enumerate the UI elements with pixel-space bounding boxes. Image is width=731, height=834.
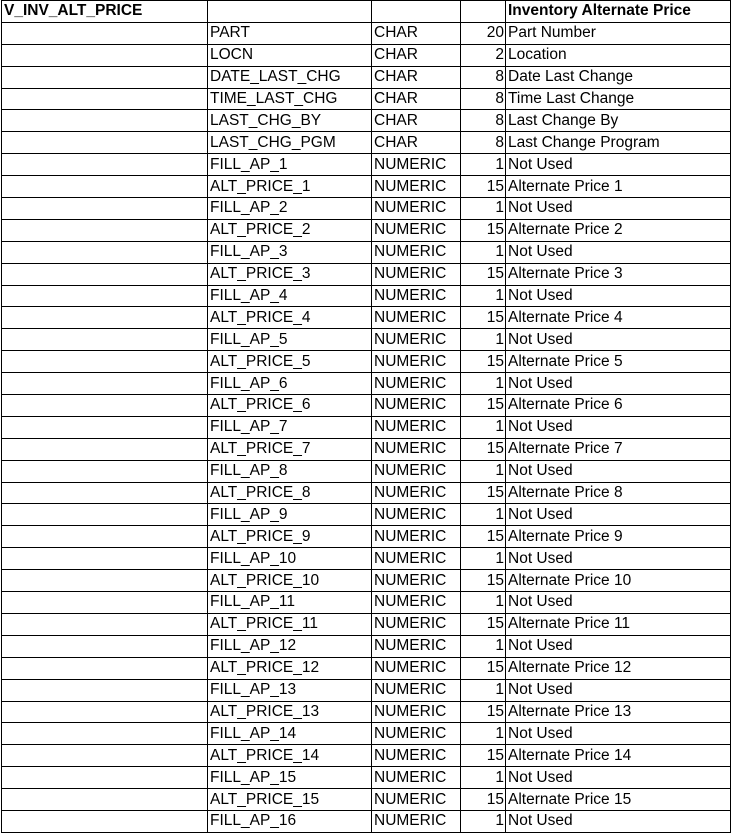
data-type-cell[interactable]: NUMERIC <box>372 570 461 592</box>
table-row <box>2 438 731 460</box>
length-cell[interactable]: 1 <box>461 504 506 526</box>
table-row <box>2 44 731 66</box>
field-name-cell[interactable]: FILL_AP_3 <box>208 241 372 263</box>
table-row <box>2 789 731 811</box>
data-type-cell[interactable]: NUMERIC <box>372 723 461 745</box>
blank-cell[interactable] <box>2 570 208 592</box>
data-type-cell[interactable]: NUMERIC <box>372 526 461 548</box>
table-row <box>2 351 731 373</box>
description-cell[interactable]: Not Used <box>506 460 731 482</box>
data-type-cell[interactable]: NUMERIC <box>372 810 461 832</box>
blank-cell[interactable] <box>2 526 208 548</box>
table-row <box>2 592 731 614</box>
description-cell[interactable]: Alternate Price 12 <box>506 657 731 679</box>
description-cell[interactable]: Not Used <box>506 767 731 789</box>
table-body <box>2 1 731 833</box>
description-cell[interactable]: Not Used <box>506 592 731 614</box>
description-cell[interactable]: Alternate Price 11 <box>506 613 731 635</box>
table-row <box>2 395 731 417</box>
field-name-cell[interactable]: LAST_CHG_PGM <box>208 132 372 154</box>
blank-cell[interactable] <box>2 548 208 570</box>
blank-cell[interactable] <box>2 263 208 285</box>
field-definition-table <box>1 0 731 833</box>
length-cell[interactable]: 1 <box>461 548 506 570</box>
blank-cell[interactable] <box>2 701 208 723</box>
blank-cell[interactable] <box>2 438 208 460</box>
field-name-cell[interactable]: ALT_PRICE_8 <box>208 482 372 504</box>
blank-cell[interactable] <box>2 504 208 526</box>
data-type-cell[interactable]: NUMERIC <box>372 504 461 526</box>
table-row <box>2 767 731 789</box>
description-cell[interactable]: Alternate Price 15 <box>506 789 731 811</box>
field-name-cell[interactable]: ALT_PRICE_5 <box>208 351 372 373</box>
data-type-cell[interactable]: NUMERIC <box>372 701 461 723</box>
length-cell[interactable]: 1 <box>461 767 506 789</box>
description-cell[interactable]: Not Used <box>506 241 731 263</box>
length-cell[interactable]: 15 <box>461 570 506 592</box>
data-type-cell[interactable]: NUMERIC <box>372 219 461 241</box>
blank-cell[interactable] <box>2 592 208 614</box>
data-type-cell[interactable]: NUMERIC <box>372 789 461 811</box>
header-blank-cell[interactable] <box>461 1 506 23</box>
description-cell[interactable]: Alternate Price 5 <box>506 351 731 373</box>
field-name-cell[interactable]: FILL_AP_15 <box>208 767 372 789</box>
description-cell[interactable]: Not Used <box>506 154 731 176</box>
description-cell[interactable]: Not Used <box>506 635 731 657</box>
description-cell[interactable]: Alternate Price 7 <box>506 438 731 460</box>
blank-cell[interactable] <box>2 789 208 811</box>
length-cell[interactable]: 20 <box>461 22 506 44</box>
table-row <box>2 745 731 767</box>
table-row <box>2 548 731 570</box>
blank-cell[interactable] <box>2 66 208 88</box>
field-name-cell[interactable]: FILL_AP_14 <box>208 723 372 745</box>
length-cell[interactable]: 1 <box>461 635 506 657</box>
blank-cell[interactable] <box>2 395 208 417</box>
table-row <box>2 810 731 832</box>
field-name-cell[interactable]: ALT_PRICE_15 <box>208 789 372 811</box>
table-row <box>2 66 731 88</box>
data-type-cell[interactable]: NUMERIC <box>372 198 461 220</box>
data-type-cell[interactable]: CHAR <box>372 44 461 66</box>
field-name-cell[interactable]: ALT_PRICE_6 <box>208 395 372 417</box>
length-cell[interactable]: 1 <box>461 592 506 614</box>
field-name-cell[interactable]: FILL_AP_11 <box>208 592 372 614</box>
header-row <box>2 1 731 23</box>
table-row <box>2 460 731 482</box>
length-cell[interactable]: 1 <box>461 679 506 701</box>
field-name-cell[interactable]: ALT_PRICE_13 <box>208 701 372 723</box>
data-type-cell[interactable]: NUMERIC <box>372 460 461 482</box>
field-name-cell[interactable]: ALT_PRICE_10 <box>208 570 372 592</box>
blank-cell[interactable] <box>2 635 208 657</box>
field-name-cell[interactable]: FILL_AP_5 <box>208 329 372 351</box>
data-type-cell[interactable]: NUMERIC <box>372 592 461 614</box>
blank-cell[interactable] <box>2 44 208 66</box>
data-type-cell[interactable]: NUMERIC <box>372 745 461 767</box>
table-row <box>2 285 731 307</box>
blank-cell[interactable] <box>2 307 208 329</box>
data-type-cell[interactable]: NUMERIC <box>372 613 461 635</box>
blank-cell[interactable] <box>2 285 208 307</box>
table-row <box>2 613 731 635</box>
length-cell[interactable]: 15 <box>461 395 506 417</box>
data-type-cell[interactable]: NUMERIC <box>372 263 461 285</box>
description-cell[interactable]: Alternate Price 10 <box>506 570 731 592</box>
table-row <box>2 110 731 132</box>
blank-cell[interactable] <box>2 723 208 745</box>
description-cell[interactable]: Alternate Price 1 <box>506 176 731 198</box>
field-name-cell[interactable]: ALT_PRICE_4 <box>208 307 372 329</box>
header-blank-cell[interactable] <box>208 1 372 23</box>
length-cell[interactable]: 1 <box>461 416 506 438</box>
length-cell[interactable]: 1 <box>461 373 506 395</box>
length-cell[interactable]: 15 <box>461 263 506 285</box>
field-name-cell[interactable]: ALT_PRICE_12 <box>208 657 372 679</box>
table-row <box>2 132 731 154</box>
data-type-cell[interactable]: NUMERIC <box>372 329 461 351</box>
length-cell[interactable]: 1 <box>461 460 506 482</box>
table-row <box>2 22 731 44</box>
header-blank-cell[interactable] <box>372 1 461 23</box>
table-row <box>2 329 731 351</box>
field-name-cell[interactable]: ALT_PRICE_3 <box>208 263 372 285</box>
length-cell[interactable]: 1 <box>461 241 506 263</box>
data-type-cell[interactable]: NUMERIC <box>372 373 461 395</box>
description-cell[interactable]: Part Number <box>506 22 731 44</box>
description-cell[interactable]: Not Used <box>506 198 731 220</box>
field-name-cell[interactable]: FILL_AP_16 <box>208 810 372 832</box>
table-row <box>2 526 731 548</box>
data-type-cell[interactable]: NUMERIC <box>372 767 461 789</box>
table-row <box>2 701 731 723</box>
table-row <box>2 88 731 110</box>
length-cell[interactable]: 15 <box>461 307 506 329</box>
table-row <box>2 176 731 198</box>
blank-cell[interactable] <box>2 88 208 110</box>
field-name-cell[interactable]: ALT_PRICE_7 <box>208 438 372 460</box>
description-cell[interactable]: Not Used <box>506 416 731 438</box>
field-name-cell[interactable]: FILL_AP_7 <box>208 416 372 438</box>
blank-cell[interactable] <box>2 373 208 395</box>
data-type-cell[interactable]: CHAR <box>372 132 461 154</box>
field-name-cell[interactable]: ALT_PRICE_14 <box>208 745 372 767</box>
field-name-cell[interactable]: LOCN <box>208 44 372 66</box>
data-type-cell[interactable]: NUMERIC <box>372 657 461 679</box>
table-row <box>2 657 731 679</box>
field-name-cell[interactable]: FILL_AP_9 <box>208 504 372 526</box>
length-cell[interactable]: 8 <box>461 110 506 132</box>
blank-cell[interactable] <box>2 351 208 373</box>
field-name-cell[interactable]: FILL_AP_8 <box>208 460 372 482</box>
data-type-cell[interactable]: NUMERIC <box>372 679 461 701</box>
blank-cell[interactable] <box>2 198 208 220</box>
view-name-cell[interactable]: V_INV_ALT_PRICE <box>2 1 208 23</box>
data-type-cell[interactable]: NUMERIC <box>372 635 461 657</box>
length-cell[interactable]: 15 <box>461 789 506 811</box>
data-type-cell[interactable]: NUMERIC <box>372 351 461 373</box>
field-name-cell[interactable]: DATE_LAST_CHG <box>208 66 372 88</box>
data-type-cell[interactable]: NUMERIC <box>372 285 461 307</box>
description-cell[interactable]: Alternate Price 14 <box>506 745 731 767</box>
description-cell[interactable]: Not Used <box>506 285 731 307</box>
length-cell[interactable]: 15 <box>461 176 506 198</box>
blank-cell[interactable] <box>2 657 208 679</box>
length-cell[interactable]: 15 <box>461 526 506 548</box>
blank-cell[interactable] <box>2 767 208 789</box>
description-cell[interactable]: Time Last Change <box>506 88 731 110</box>
data-type-cell[interactable]: NUMERIC <box>372 241 461 263</box>
description-cell[interactable]: Last Change Program <box>506 132 731 154</box>
field-name-cell[interactable]: FILL_AP_1 <box>208 154 372 176</box>
description-cell[interactable]: Location <box>506 44 731 66</box>
field-name-cell[interactable]: FILL_AP_4 <box>208 285 372 307</box>
length-cell[interactable]: 8 <box>461 132 506 154</box>
blank-cell[interactable] <box>2 679 208 701</box>
table-row <box>2 198 731 220</box>
description-cell[interactable]: Alternate Price 3 <box>506 263 731 285</box>
table-row <box>2 263 731 285</box>
data-type-cell[interactable]: NUMERIC <box>372 154 461 176</box>
blank-cell[interactable] <box>2 416 208 438</box>
table-row <box>2 679 731 701</box>
field-name-cell[interactable]: TIME_LAST_CHG <box>208 88 372 110</box>
blank-cell[interactable] <box>2 110 208 132</box>
blank-cell[interactable] <box>2 22 208 44</box>
length-cell[interactable]: 1 <box>461 329 506 351</box>
blank-cell[interactable] <box>2 241 208 263</box>
table-row <box>2 373 731 395</box>
description-cell[interactable]: Last Change By <box>506 110 731 132</box>
length-cell[interactable]: 15 <box>461 351 506 373</box>
table-row <box>2 307 731 329</box>
data-type-cell[interactable]: CHAR <box>372 22 461 44</box>
blank-cell[interactable] <box>2 154 208 176</box>
field-name-cell[interactable]: ALT_PRICE_2 <box>208 219 372 241</box>
data-type-cell[interactable]: CHAR <box>372 110 461 132</box>
field-name-cell[interactable]: FILL_AP_13 <box>208 679 372 701</box>
data-type-cell[interactable]: NUMERIC <box>372 548 461 570</box>
blank-cell[interactable] <box>2 810 208 832</box>
data-type-cell[interactable]: NUMERIC <box>372 176 461 198</box>
blank-cell[interactable] <box>2 176 208 198</box>
blank-cell[interactable] <box>2 482 208 504</box>
length-cell[interactable]: 1 <box>461 723 506 745</box>
field-name-cell[interactable]: ALT_PRICE_11 <box>208 613 372 635</box>
length-cell[interactable]: 2 <box>461 44 506 66</box>
table-row <box>2 416 731 438</box>
data-type-cell[interactable]: CHAR <box>372 66 461 88</box>
length-cell[interactable]: 1 <box>461 285 506 307</box>
blank-cell[interactable] <box>2 613 208 635</box>
length-cell[interactable]: 8 <box>461 88 506 110</box>
table-row <box>2 219 731 241</box>
length-cell[interactable]: 15 <box>461 657 506 679</box>
table-row <box>2 635 731 657</box>
length-cell[interactable]: 1 <box>461 154 506 176</box>
length-cell[interactable]: 1 <box>461 198 506 220</box>
field-name-cell[interactable]: ALT_PRICE_9 <box>208 526 372 548</box>
field-name-cell[interactable]: FILL_AP_12 <box>208 635 372 657</box>
field-name-cell[interactable]: LAST_CHG_BY <box>208 110 372 132</box>
data-type-cell[interactable]: NUMERIC <box>372 395 461 417</box>
data-type-cell[interactable]: NUMERIC <box>372 438 461 460</box>
data-type-cell[interactable]: NUMERIC <box>372 416 461 438</box>
table-row <box>2 154 731 176</box>
field-name-cell[interactable]: FILL_AP_10 <box>208 548 372 570</box>
blank-cell[interactable] <box>2 745 208 767</box>
data-type-cell[interactable]: CHAR <box>372 88 461 110</box>
description-cell[interactable]: Alternate Price 8 <box>506 482 731 504</box>
blank-cell[interactable] <box>2 460 208 482</box>
blank-cell[interactable] <box>2 219 208 241</box>
description-cell[interactable]: Not Used <box>506 329 731 351</box>
field-name-cell[interactable]: ALT_PRICE_1 <box>208 176 372 198</box>
description-cell[interactable]: Date Last Change <box>506 66 731 88</box>
data-type-cell[interactable]: NUMERIC <box>372 482 461 504</box>
table-row <box>2 482 731 504</box>
description-cell[interactable]: Alternate Price 13 <box>506 701 731 723</box>
data-type-cell[interactable]: NUMERIC <box>372 307 461 329</box>
description-cell[interactable]: Not Used <box>506 373 731 395</box>
description-cell[interactable]: Alternate Price 2 <box>506 219 731 241</box>
field-name-cell[interactable]: FILL_AP_6 <box>208 373 372 395</box>
table-row <box>2 570 731 592</box>
table-row <box>2 723 731 745</box>
length-cell[interactable]: 1 <box>461 810 506 832</box>
length-cell[interactable]: 15 <box>461 482 506 504</box>
field-name-cell[interactable]: PART <box>208 22 372 44</box>
blank-cell[interactable] <box>2 329 208 351</box>
table-row <box>2 241 731 263</box>
length-cell[interactable]: 8 <box>461 66 506 88</box>
length-cell[interactable]: 15 <box>461 613 506 635</box>
description-cell[interactable]: Not Used <box>506 723 731 745</box>
description-cell[interactable]: Not Used <box>506 504 731 526</box>
description-cell[interactable]: Alternate Price 4 <box>506 307 731 329</box>
description-cell[interactable]: Not Used <box>506 679 731 701</box>
length-cell[interactable]: 15 <box>461 438 506 460</box>
description-cell[interactable]: Not Used <box>506 810 731 832</box>
description-cell[interactable]: Alternate Price 6 <box>506 395 731 417</box>
length-cell[interactable]: 15 <box>461 745 506 767</box>
field-name-cell[interactable]: FILL_AP_2 <box>208 198 372 220</box>
description-cell[interactable]: Alternate Price 9 <box>506 526 731 548</box>
length-cell[interactable]: 15 <box>461 701 506 723</box>
table-row <box>2 504 731 526</box>
length-cell[interactable]: 15 <box>461 219 506 241</box>
description-cell[interactable]: Not Used <box>506 548 731 570</box>
blank-cell[interactable] <box>2 132 208 154</box>
view-description-cell[interactable]: Inventory Alternate Price <box>506 1 731 23</box>
